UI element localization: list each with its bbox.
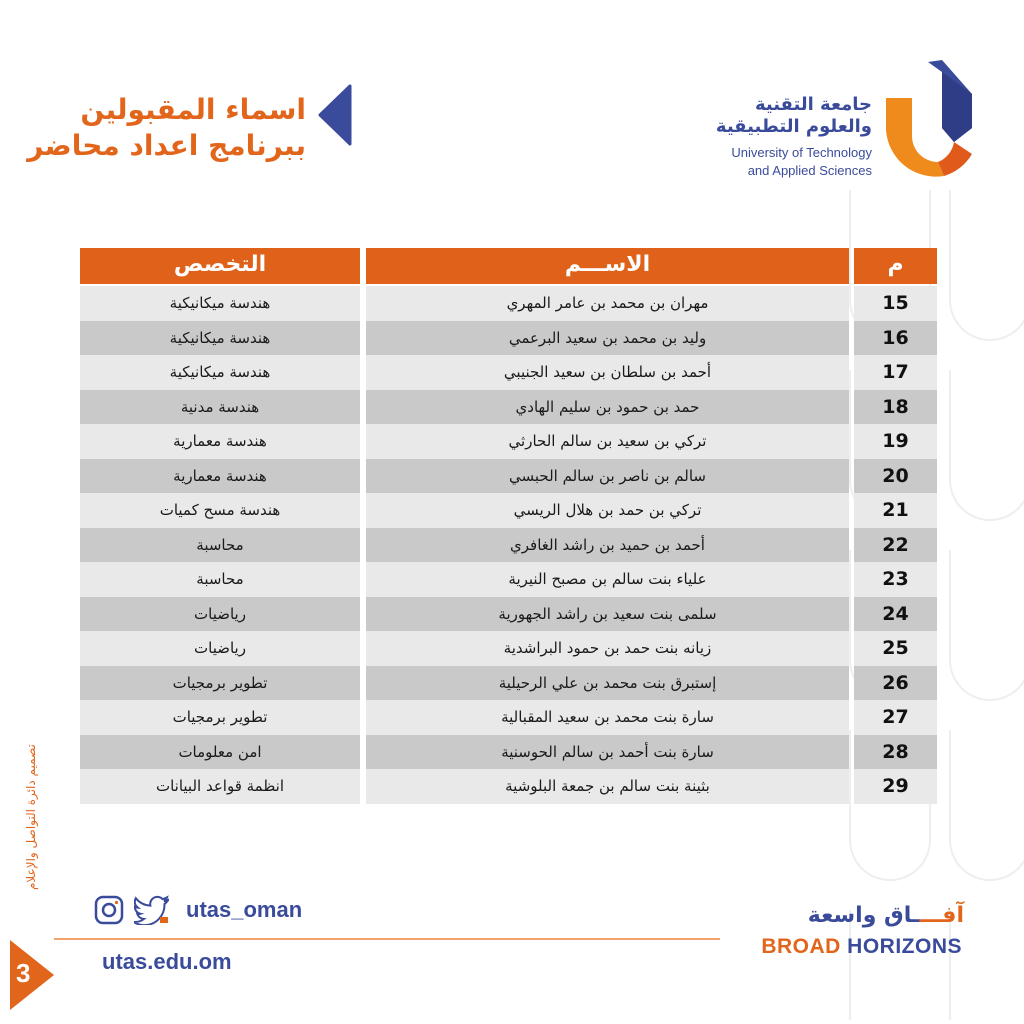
university-name-ar-line-2: والعلوم التطبيقية: [715, 116, 872, 137]
cell-number: 29: [854, 769, 937, 804]
social-links: [94, 893, 302, 927]
cell-specialization: تطوير برمجيات: [80, 700, 360, 735]
cell-name: علياء بنت سالم بن مصبح النيرية: [366, 562, 849, 597]
table-row: [80, 666, 937, 701]
cell-name: مهران بن محمد بن عامر المهري: [366, 286, 849, 321]
cell-specialization: هندسة مدنية: [80, 390, 360, 425]
cell-number: 22: [854, 528, 937, 563]
university-name-arabic: [716, 94, 872, 138]
cell-name: حمد بن حمود بن سليم الهادي: [366, 390, 849, 425]
cell-name: سالم بن ناصر بن سالم الحبسي: [366, 459, 849, 494]
university-name-en-line-1: University of Technology: [731, 145, 872, 160]
page-number: 3: [16, 958, 31, 988]
twitter-icon[interactable]: [134, 895, 170, 925]
cell-name: سارة بنت محمد بن سعيد المقبالية: [366, 700, 849, 735]
table-row: [80, 700, 937, 735]
slogan-english: [761, 935, 962, 959]
cell-specialization: هندسة ميكانيكية: [80, 355, 360, 390]
cell-specialization: محاسبة: [80, 528, 360, 563]
cell-number: 16: [854, 321, 937, 356]
cell-number: 15: [854, 286, 937, 321]
design-credit: تصميم دائرة التواصل والإعلام: [24, 744, 38, 890]
table-row: [80, 286, 937, 321]
cell-number: 24: [854, 597, 937, 632]
cell-number: 26: [854, 666, 937, 701]
social-handle[interactable]: utas_oman: [186, 897, 303, 922]
cell-number: 19: [854, 424, 937, 459]
slogan-english-horizons: HORIZONS: [847, 935, 962, 958]
cell-name: إستبرق بنت محمد بن علي الرحيلية: [366, 666, 849, 701]
cell-number: 27: [854, 700, 937, 735]
table-body: [80, 286, 937, 804]
cell-number: 17: [854, 355, 937, 390]
slogan-arabic: [808, 903, 964, 928]
university-name-en-line-2: and Applied Sciences: [747, 163, 872, 178]
cell-name: تركي بن سعيد بن سالم الحارثي: [366, 424, 849, 459]
table-row: [80, 459, 937, 494]
column-header-specialization: التخصص: [80, 248, 360, 284]
cell-number: 21: [854, 493, 937, 528]
cell-specialization: هندسة معمارية: [80, 459, 360, 494]
table-row: [80, 769, 937, 804]
cell-number: 23: [854, 562, 937, 597]
column-header-name: الاســـم: [366, 248, 849, 284]
accepted-candidates-table: [80, 248, 937, 797]
cell-specialization: محاسبة: [80, 562, 360, 597]
cell-number: 20: [854, 459, 937, 494]
cell-name: تركي بن حمد بن هلال الريسي: [366, 493, 849, 528]
cell-specialization: هندسة مسح كميات: [80, 493, 360, 528]
cell-specialization: هندسة ميكانيكية: [80, 286, 360, 321]
cell-name: بثينة بنت سالم بن جمعة البلوشية: [366, 769, 849, 804]
column-header-number: م: [854, 248, 937, 284]
cell-specialization: رياضيات: [80, 631, 360, 666]
page-title: [6, 92, 306, 164]
university-name-ar-line-1: جامعة التقنية: [754, 94, 872, 115]
cell-name: أحمد بن حميد بن راشد الغافري: [366, 528, 849, 563]
triangle-arrow-icon: [316, 84, 352, 146]
slogan-english-broad: BROAD: [761, 935, 841, 958]
table-row: [80, 355, 937, 390]
cell-specialization: هندسة معمارية: [80, 424, 360, 459]
table-row: [80, 528, 937, 563]
cell-specialization: تطوير برمجيات: [80, 666, 360, 701]
cell-specialization: رياضيات: [80, 597, 360, 632]
university-name-english: [731, 144, 872, 180]
footer-divider: [54, 938, 720, 940]
cell-number: 28: [854, 735, 937, 770]
cell-name: سارة بنت أحمد بن سالم الحوسنية: [366, 735, 849, 770]
cell-specialization: انظمة قواعد البيانات: [80, 769, 360, 804]
cell-name: أحمد بن سلطان بن سعيد الجنيبي: [366, 355, 849, 390]
instagram-icon[interactable]: [94, 895, 124, 925]
title-line-2: ببرنامج اعداد محاضر: [27, 129, 306, 162]
slogan-arabic-rest: ـاق واسعة: [807, 903, 920, 928]
cell-name: زيانه بنت حمد بن حمود البراشدية: [366, 631, 849, 666]
slogan-arabic-accent: آفـــ: [919, 903, 964, 928]
table-row: [80, 597, 937, 632]
table-row: [80, 735, 937, 770]
cell-number: 25: [854, 631, 937, 666]
table-row: [80, 321, 937, 356]
cell-specialization: هندسة ميكانيكية: [80, 321, 360, 356]
title-line-1: اسماء المقبولين: [80, 93, 306, 126]
table-row: [80, 562, 937, 597]
table-row: [80, 424, 937, 459]
cell-specialization: امن معلومات: [80, 735, 360, 770]
website-link[interactable]: utas.edu.om: [102, 949, 232, 974]
university-logo: [884, 58, 974, 184]
cell-name: سلمى بنت سعيد بن راشد الجهورية: [366, 597, 849, 632]
table-row: [80, 631, 937, 666]
table-row: [80, 390, 937, 425]
cell-number: 18: [854, 390, 937, 425]
table-header: [80, 248, 937, 284]
table-row: [80, 493, 937, 528]
cell-name: وليد بن محمد بن سعيد البرعمي: [366, 321, 849, 356]
